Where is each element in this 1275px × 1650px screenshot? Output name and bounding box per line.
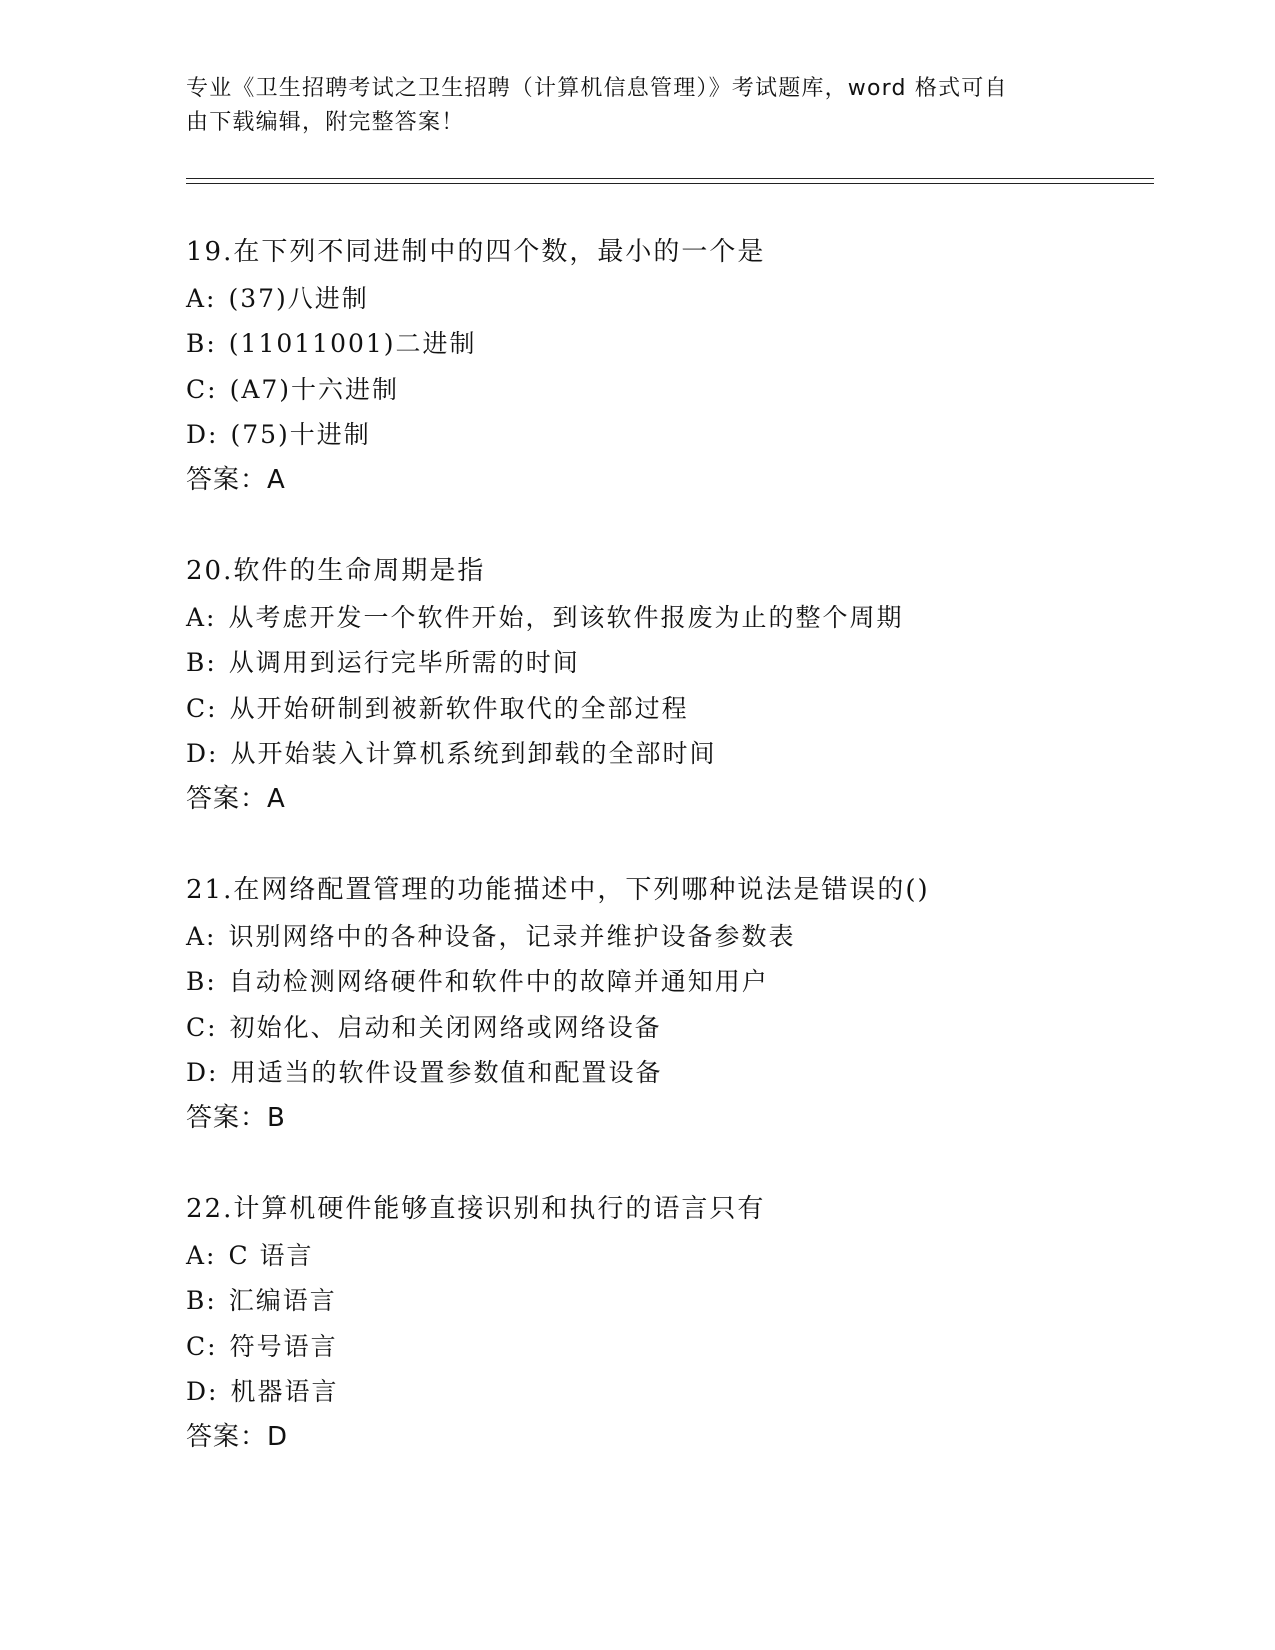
option-text: C 语言 xyxy=(228,1240,314,1270)
option-text: 初始化、启动和关闭网络或网络设备 xyxy=(229,1012,662,1042)
option-c xyxy=(186,1005,1146,1051)
option-letter: C: xyxy=(186,693,218,723)
option-letter: A: xyxy=(186,283,217,313)
option-letter: D: xyxy=(186,420,219,449)
option-letter: C: xyxy=(186,374,218,404)
header-divider xyxy=(186,178,1154,184)
question-list xyxy=(186,230,1146,1506)
answer-line xyxy=(186,1415,1146,1461)
question-19 xyxy=(186,230,1146,503)
question-stem: 20.软件的生命周期是指 xyxy=(186,556,486,586)
option-a xyxy=(186,595,1146,641)
option-text: 汇编语言 xyxy=(228,1286,337,1315)
option-letter: D: xyxy=(186,1377,219,1406)
option-letter: B: xyxy=(186,1286,217,1315)
answer-label: 答案： xyxy=(186,464,268,495)
question-stem: 21.在网络配置管理的功能描述中，下列哪种说法是错误的() xyxy=(186,875,930,905)
option-c xyxy=(186,367,1146,413)
option-b xyxy=(186,640,1146,686)
option-text: 识别网络中的各种设备，记录并维护设备参数表 xyxy=(228,921,796,951)
option-text: 从开始装入计算机系统到卸载的全部时间 xyxy=(230,739,717,768)
header-line-1: 专业《卫生招聘考试之卫生招聘（计算机信息管理）》考试题库，word 格式可自 xyxy=(186,76,1008,101)
question-20 xyxy=(186,549,1146,822)
option-letter: A: xyxy=(186,1240,217,1270)
option-text: 机器语言 xyxy=(230,1377,339,1406)
question-stem: 22.计算机硬件能够直接识别和执行的语言只有 xyxy=(186,1194,766,1224)
option-letter: C: xyxy=(186,1331,218,1361)
option-a xyxy=(186,1233,1146,1279)
option-letter: C: xyxy=(186,1012,218,1042)
option-b xyxy=(186,321,1146,367)
option-d xyxy=(186,731,1146,777)
option-text: (37)八进制 xyxy=(228,283,369,313)
option-text: 用适当的软件设置参数值和配置设备 xyxy=(230,1058,663,1087)
question-stem: 19.在下列不同进制中的四个数，最小的一个是 xyxy=(186,237,766,267)
option-text: 从考虑开发一个软件开始，到该软件报废为止的整个周期 xyxy=(228,602,904,632)
option-a xyxy=(186,914,1146,960)
option-d xyxy=(186,412,1146,458)
option-d xyxy=(186,1050,1146,1096)
option-text: 符号语言 xyxy=(229,1331,338,1361)
option-c xyxy=(186,686,1146,732)
option-c xyxy=(186,1324,1146,1370)
answer-value: A xyxy=(267,464,286,495)
option-b xyxy=(186,1278,1146,1324)
option-b xyxy=(186,959,1146,1005)
answer-label: 答案： xyxy=(186,783,268,814)
option-d xyxy=(186,1369,1146,1415)
document-header xyxy=(186,72,1066,140)
option-letter: B: xyxy=(186,329,217,358)
option-letter: D: xyxy=(186,739,219,768)
answer-label: 答案： xyxy=(186,1102,268,1133)
option-text: (A7)十六进制 xyxy=(229,374,400,404)
answer-label: 答案： xyxy=(186,1421,268,1452)
answer-value: A xyxy=(267,783,286,814)
option-text: (75)十进制 xyxy=(230,420,371,449)
option-text: (11011001)二进制 xyxy=(228,329,477,358)
option-letter: B: xyxy=(186,967,217,996)
answer-value: B xyxy=(267,1102,286,1133)
option-a xyxy=(186,276,1146,322)
option-letter: D: xyxy=(186,1058,219,1087)
question-22 xyxy=(186,1187,1146,1460)
answer-line xyxy=(186,1096,1146,1142)
option-letter: B: xyxy=(186,648,217,677)
answer-line xyxy=(186,458,1146,504)
option-text: 从开始研制到被新软件取代的全部过程 xyxy=(229,693,689,723)
option-text: 从调用到运行完毕所需的时间 xyxy=(228,648,580,677)
header-line-2: 由下载编辑，附完整答案！ xyxy=(186,110,465,135)
option-letter: A: xyxy=(186,602,217,632)
answer-value: D xyxy=(267,1421,289,1452)
answer-line xyxy=(186,777,1146,823)
option-letter: A: xyxy=(186,921,217,951)
option-text: 自动检测网络硬件和软件中的故障并通知用户 xyxy=(228,967,769,996)
question-21 xyxy=(186,868,1146,1141)
